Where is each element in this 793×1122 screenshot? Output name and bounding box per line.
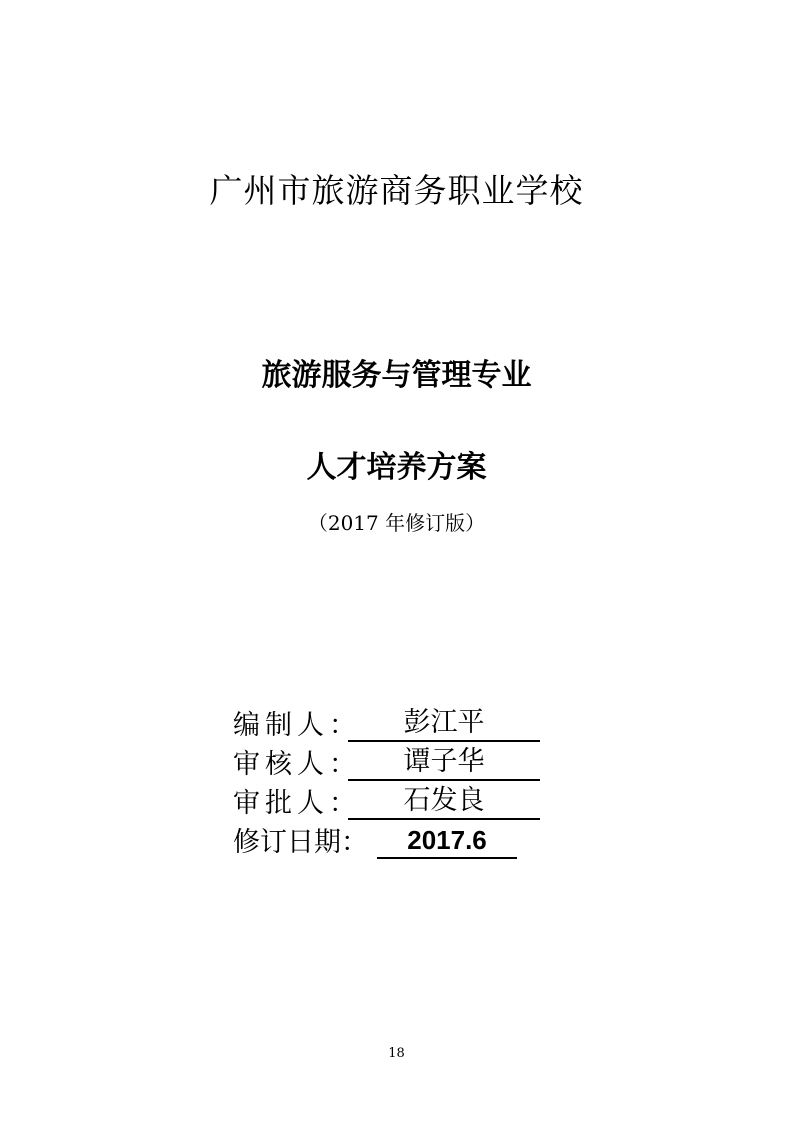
program-title: 人才培养方案 (306, 450, 487, 485)
edition-note: （2017 年修订版） (307, 511, 486, 535)
compiler-label: 编制人： (233, 710, 361, 741)
reviewer-label: 审核人： (233, 749, 361, 780)
major-title: 旅游服务与管理专业 (261, 358, 532, 393)
page-number: 18 (388, 1046, 405, 1061)
compiler-name-underlined: 彭江平 (348, 700, 540, 742)
school-name-title: 广州市旅游商务职业学校 (209, 171, 584, 210)
revision-date-label: 修订日期： (233, 827, 368, 858)
signature-row-approver (233, 781, 540, 820)
signature-row-reviewer (233, 742, 540, 781)
signature-block (233, 703, 540, 859)
reviewer-name-underlined: 谭子华 (348, 739, 540, 781)
signature-row-compiler (233, 703, 540, 742)
approver-name-underlined: 石发良 (348, 778, 540, 820)
approver-label: 审批人： (233, 788, 361, 819)
revision-date-underlined: 2017.6 (377, 825, 517, 859)
signature-row-revision-date (233, 820, 540, 859)
